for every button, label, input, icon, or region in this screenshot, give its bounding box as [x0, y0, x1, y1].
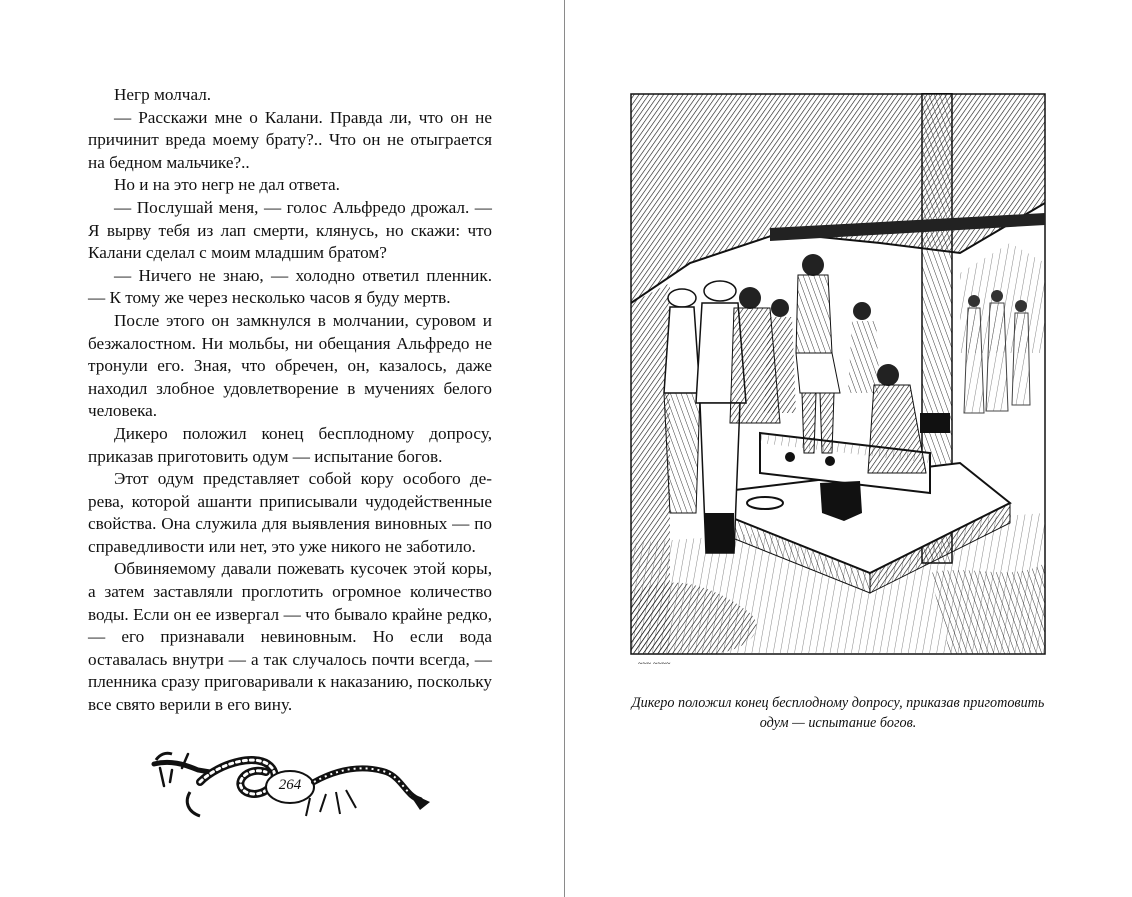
engraving-illustration — [630, 93, 1046, 669]
paragraph: — Ничего не знаю, — холодно ответил пленник. — К тому же через несколько часов я буду мертв. — [88, 265, 492, 308]
paragraph: Обвиняемому давали пожевать кусочек этой коры, а затем заставляли проглотить огромное количество воды. Если он ее извергал — что бывало крайне редко, — его признавали невиновным. Но если вода оставалась внутри — а так случалось почти всегда, — пленника сразу приговаривали к наказанию, поскольку все свято верили в его вину. — [88, 559, 492, 715]
page-gutter — [564, 0, 565, 897]
paragraph: Этот одум представляет собой кору особого дерева, которой ашанти приписывали чудодейственные свойства. Она служила для выявления виновных — по справедливости или нет, это уже никого не заботило. — [88, 469, 492, 556]
background-figures — [964, 290, 1030, 413]
paragraph: Дикеро положил конец бесплодному допросу, приказав приготовить одум — испытание богов. — [88, 423, 492, 466]
paragraph: — Расскажи мне о Калани. Правда ли, что он не причинит вреда моему брату?.. Что он не отыграется на бедном мальчике?.. — [88, 107, 492, 172]
illustration-caption: Дикеро положил конец бесплодному допросу, приказав приготовить одум — испытание богов. — [631, 695, 1045, 731]
page-number: 264 — [278, 777, 302, 793]
paragraph: — Послушай меня, — голос Альфредо дрожал. — Я вырву тебя из лап смерти, клянусь, но скажи: что Калани сделал с моим младшим братом? — [88, 197, 492, 263]
paragraph: Негр молчал. — [114, 85, 212, 104]
paragraph: Но и на это негр не дал ответа. — [114, 175, 340, 195]
svg-text:~~~ ~~~~: ~~~ ~~~~ — [638, 659, 671, 668]
paragraph: После этого он замкнулся в молчании, суровом и безжалостном. Ни мольбы, ни обещания Альфредо не тронули его. Зная, что обречен, он, казалось, даже находил злобное удовлетворение в мучениях белого человека. — [88, 310, 492, 421]
left-page-text — [88, 84, 492, 717]
